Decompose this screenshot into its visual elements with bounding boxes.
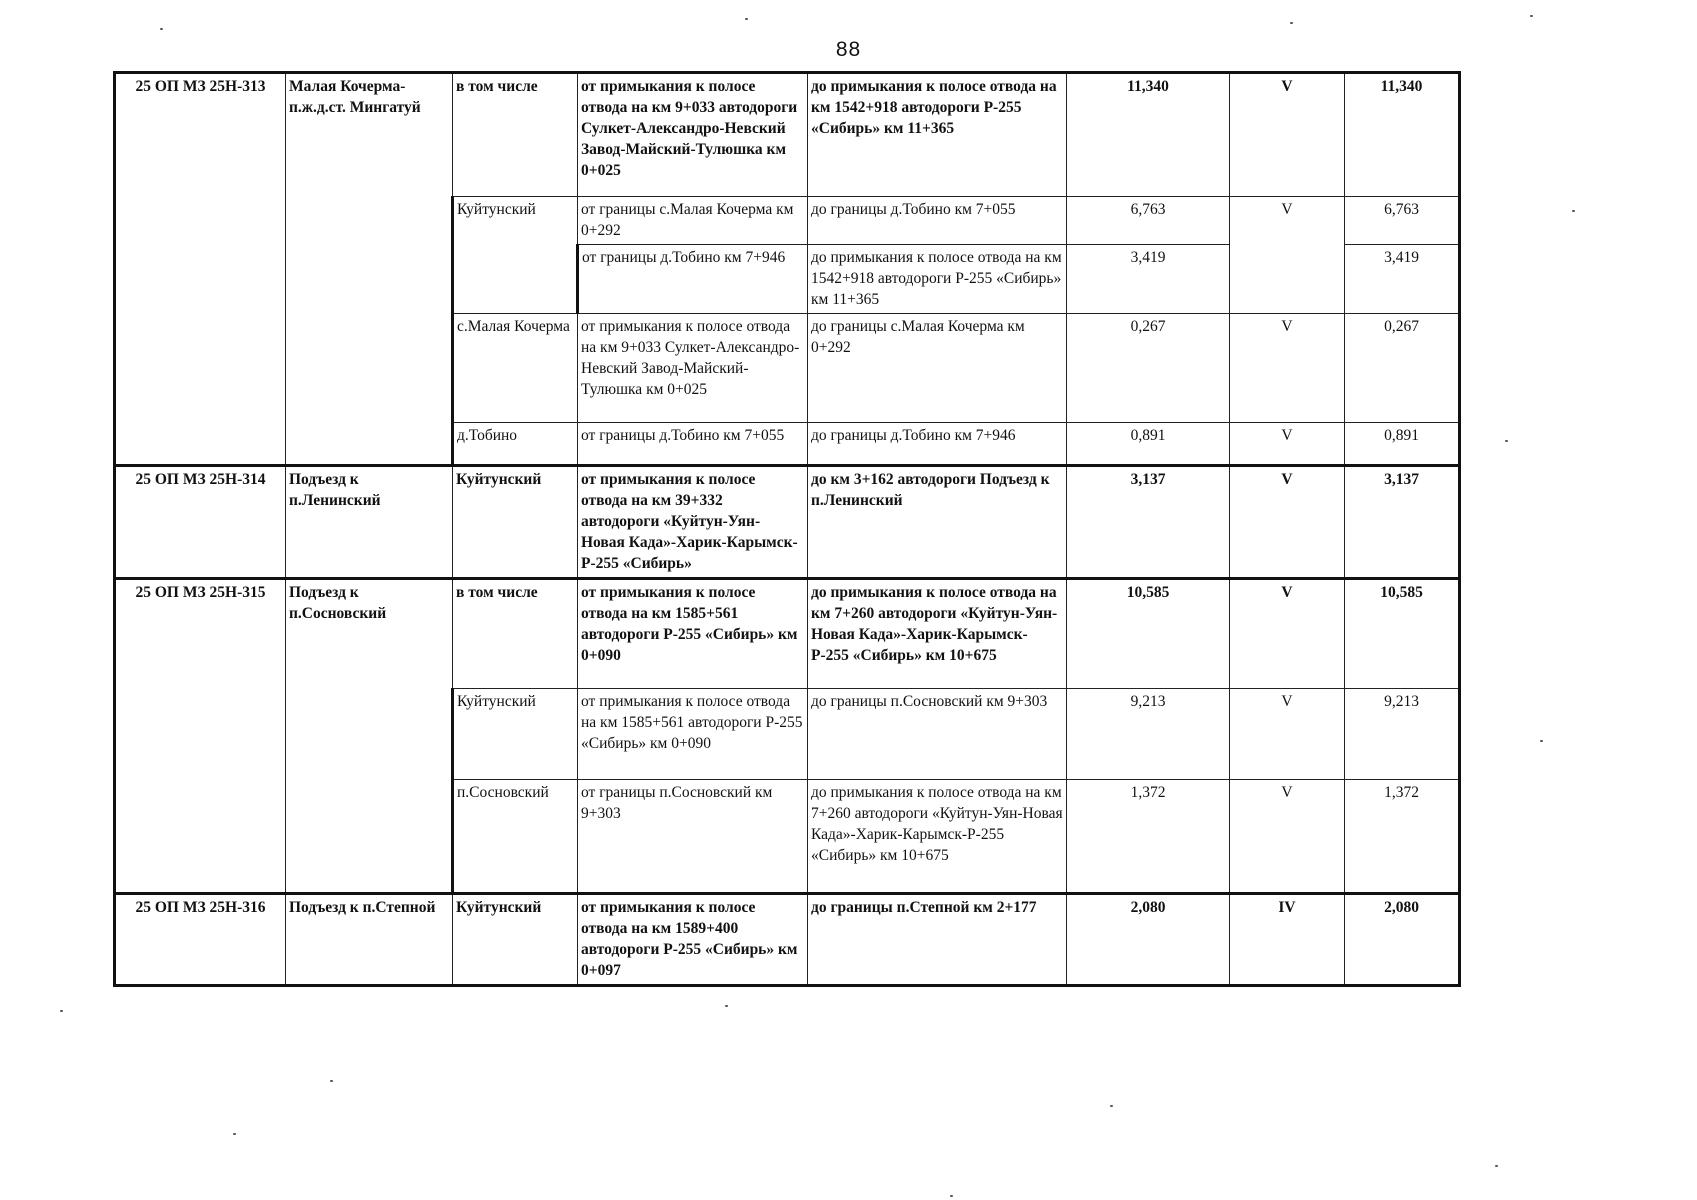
segment-from: от границы д.Тобино км 7+055 [578,423,808,466]
segment-category: V [1230,780,1345,894]
segment-length: 3,419 [1067,245,1230,314]
table-row [115,466,1460,579]
road-code: 25 ОП МЗ 25Н-316 [115,894,286,986]
segment-from: от границы д.Тобино км 7+946 [578,245,808,314]
segment-category: V [1230,466,1345,579]
segment-district: д.Тобино [453,423,578,466]
segment-to: до км 3+162 автодороги Подъезд к п.Ленинский [808,466,1067,579]
table-row [115,894,1460,986]
segment-length-total: 3,137 [1345,466,1460,579]
scan-speck [950,1195,953,1197]
segment-to: до границы п.Сосновский км 9+303 [808,689,1067,780]
segment-from: от примыкания к полосе отвода на км 1585+561 автодороги Р-255 «Сибирь» км 0+090 [578,579,808,689]
segment-to: до примыкания к полосе отвода на км 1542+918 автодороги Р-255 «Сибирь» км 11+365 [808,245,1067,314]
road-code: 25 ОП МЗ 25Н-314 [115,466,286,579]
road-name: Подъезд к п.Ленинский [286,466,453,579]
scan-speck [1290,22,1293,24]
segment-to: до примыкания к полосе отвода на км 7+260 автодороги «Куйтун-Уян-Новая Када»-Харик-Карымск-Р-255 «Сибирь» км 10+675 [808,780,1067,894]
scan-speck [233,1133,236,1135]
segment-from: от примыкания к полосе отвода на км 1585+561 автодороги Р-255 «Сибирь» км 0+090 [578,689,808,780]
segment-length-total: 1,372 [1345,780,1460,894]
segment-length-total: 0,267 [1345,314,1460,423]
road-name: Подъезд к п.Сосновский [286,579,453,894]
segment-from: от примыкания к полосе отвода на км 9+033 Сулкет-Александро-Невский Завод-Майский-Тулюшка км 0+025 [578,314,808,423]
segment-length: 1,372 [1067,780,1230,894]
segment-category: V [1230,197,1345,314]
segment-category: V [1230,73,1345,197]
segment-district: Куйтунский [453,689,578,780]
segment-district: в том числе [453,579,578,689]
segment-length: 11,340 [1067,73,1230,197]
segment-length: 6,763 [1067,197,1230,245]
scan-speck [1540,740,1543,742]
segment-from: от границы с.Малая Кочерма км 0+292 [578,197,808,245]
scan-speck [1572,210,1575,212]
segment-length-total: 6,763 [1345,197,1460,245]
scan-speck [745,18,748,20]
segment-length: 2,080 [1067,894,1230,986]
segment-to: до примыкания к полосе отвода на км 7+260 автодороги «Куйтун-Уян-Новая Када»-Харик-Карымск-Р-255 «Сибирь» км 10+675 [808,579,1067,689]
segment-to: до границы п.Степной км 2+177 [808,894,1067,986]
segment-length-total: 3,419 [1345,245,1460,314]
segment-to: до границы д.Тобино км 7+055 [808,197,1067,245]
segment-category: IV [1230,894,1345,986]
table-row [115,73,1460,197]
road-code: 25 ОП МЗ 25Н-313 [115,73,286,466]
segment-length-total: 11,340 [1345,73,1460,197]
segment-length: 9,213 [1067,689,1230,780]
segment-district: Куйтунский [453,894,578,986]
road-name: Малая Кочерма-п.ж.д.ст. Мингатуй [286,73,453,466]
segment-to: до границы д.Тобино км 7+946 [808,423,1067,466]
scan-speck [1505,440,1508,442]
segment-district: с.Малая Кочерма [453,314,578,423]
segment-length: 0,267 [1067,314,1230,423]
segment-length-total: 2,080 [1345,894,1460,986]
segment-length-total: 0,891 [1345,423,1460,466]
segment-district: Куйтунский [453,466,578,579]
scan-speck [60,1010,63,1012]
segment-length: 10,585 [1067,579,1230,689]
segment-from: от примыкания к полосе отвода на км 9+033 автодороги Сулкет-Александро-Невский Завод-Майский-Тулюшка км 0+025 [578,73,808,197]
segment-category: V [1230,314,1345,423]
segment-district: п.Сосновский [453,780,578,894]
scan-speck [725,1005,728,1007]
road-code: 25 ОП МЗ 25Н-315 [115,579,286,894]
segment-length-total: 10,585 [1345,579,1460,689]
segment-category: V [1230,689,1345,780]
segment-to: до границы с.Малая Кочерма км 0+292 [808,314,1067,423]
segment-length: 3,137 [1067,466,1230,579]
scan-speck [1110,1105,1113,1107]
scan-speck [330,1080,333,1082]
segment-district: в том числе [453,73,578,197]
segment-category: V [1230,579,1345,689]
scan-speck [1530,15,1533,17]
road-name: Подъезд к п.Степной [286,894,453,986]
segment-district: Куйтунский [453,197,578,314]
segment-from: от примыкания к полосе отвода на км 1589+400 автодороги Р-255 «Сибирь» км 0+097 [578,894,808,986]
segment-to: до примыкания к полосе отвода на км 1542+918 автодороги Р-255 «Сибирь» км 11+365 [808,73,1067,197]
table-row [115,579,1460,689]
segment-from: от примыкания к полосе отвода на км 39+332 автодороги «Куйтун-Уян-Новая Када»-Харик-Карымск-Р-255 «Сибирь» [578,466,808,579]
segment-from: от границы п.Сосновский км 9+303 [578,780,808,894]
scan-speck [160,28,163,30]
segment-category: V [1230,423,1345,466]
segment-length-total: 9,213 [1345,689,1460,780]
segment-length: 0,891 [1067,423,1230,466]
roads-table [113,71,1461,987]
page-number: 88 [835,38,862,61]
scan-speck [1495,1165,1498,1167]
